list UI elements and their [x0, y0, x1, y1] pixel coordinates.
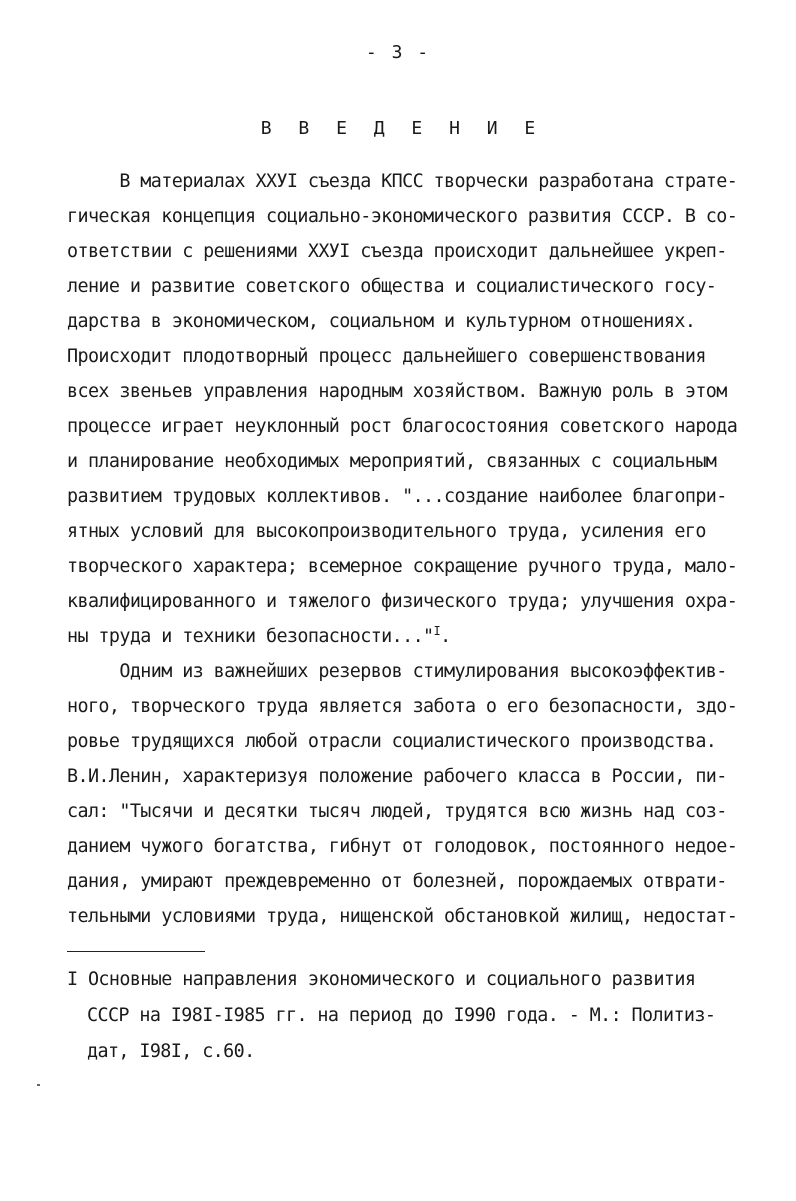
- body-line: данием чужого богатства, гибнут от голодовок, постоянного недое-: [67, 836, 738, 857]
- footnote-line: СССР на I98I-I985 гг. на период до I990 года. - М.: Политиз-: [87, 1005, 716, 1026]
- body-line: и планирование необходимых мероприятий, связанных с социальным: [67, 451, 717, 472]
- body-line: творческого характера; всемерное сокращение ручного труда, мало-: [67, 556, 738, 577]
- body-line-end: .: [440, 626, 451, 647]
- body-line: развитием трудовых коллективов. "...создание наиболее благопри-: [67, 486, 727, 507]
- body-line: гическая концепция социально-экономического развития СССР. В со-: [67, 206, 738, 227]
- body-line: В материалах XXУI съезда КПСС творчески разработана страте-: [67, 171, 738, 192]
- page-title: В В Е Д Е Н И Е: [260, 118, 544, 139]
- body-line: В.И.Ленин, характеризуя положение рабочего класса в России, пи-: [67, 766, 727, 787]
- footnote-divider: [67, 951, 205, 952]
- body-line: Одним из важнейших резервов стимулирования высокоэффектив-: [67, 661, 727, 682]
- body-line: процессе играет неуклонный рост благосостояния советского народа: [67, 416, 738, 437]
- body-line: всех звеньев управления народным хозяйством. Важную роль в этом: [67, 381, 727, 402]
- body-line: сал: "Тысячи и десятки тысяч людей, трудятся всю жизнь над соз-: [67, 801, 727, 822]
- body-line: тельными условиями труда, нищенской обстановкой жилищ, недостат-: [67, 906, 738, 927]
- footnote-line: I Основные направления экономического и социального развития: [67, 969, 696, 990]
- body-line: ответствии с решениями XXУI съезда происходит дальнейшее укреп-: [67, 241, 727, 262]
- scan-speck: [37, 1084, 40, 1086]
- body-line: ного, творческого труда является забота о его безопасности, здо-: [67, 696, 738, 717]
- footnote-line: дат, I98I, с.60.: [87, 1041, 255, 1062]
- body-line: ятных условий для высокопроизводительного труда, усиления его: [67, 521, 706, 542]
- body-line: ровье трудящихся любой отрасли социалистического производства.: [67, 731, 717, 752]
- footnote-reference: I: [433, 624, 441, 638]
- page-number: - 3 -: [365, 42, 431, 63]
- body-line-text: ны труда и техники безопасности...": [67, 626, 434, 647]
- body-line-with-footnote-ref: [67, 625, 451, 649]
- body-line: Происходит плодотворный процесс дальнейшего совершенствования: [67, 346, 706, 367]
- body-line: квалифицированного и тяжелого физического труда; улучшения охра-: [67, 591, 738, 612]
- body-line: ление и развитие советского общества и социалистического госу-: [67, 276, 717, 297]
- body-line: дарства в экономическом, социальном и культурном отношениях.: [67, 311, 696, 332]
- body-line: дания, умирают преждевременно от болезней, порождаемых отврати-: [67, 871, 727, 892]
